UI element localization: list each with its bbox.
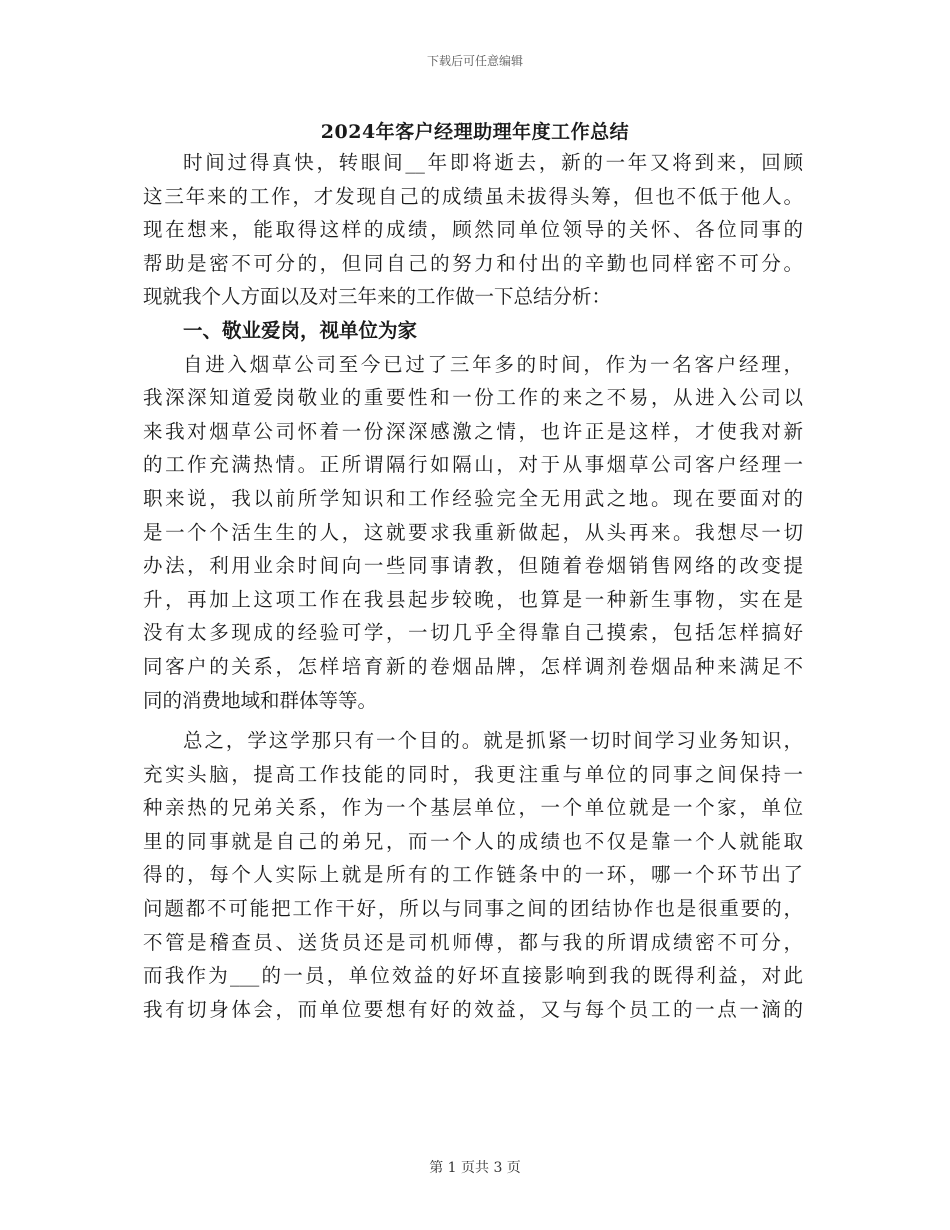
text-line: 现在想来，能取得这样的成绩，顾然同单位领导的关怀、各位同事的: [143, 218, 803, 242]
text-line: 来我对烟草公司怀着一份深深感激之情，也许正是这样，才使我对新: [143, 419, 803, 443]
text-line: 我深深知道爱岗敬业的重要性和一份工作的来之不易，从进入公司以: [143, 386, 803, 410]
text-line: 问题都不可能把工作干好，所以与同事之间的团结协作也是很重要的，: [143, 897, 803, 921]
text-line: 种亲热的兄弟关系，作为一个基层单位，一个单位就是一个家，单位: [143, 796, 803, 820]
text-line: 职来说，我以前所学知识和工作经验完全无用武之地。现在要面对的: [143, 486, 803, 510]
text-line: 的工作充满热情。正所谓隔行如隔山，对于从事烟草公司客户经理一: [143, 453, 803, 477]
text-line: 充实头脑，提高工作技能的同时，我更注重与单位的同事之间保持一: [143, 762, 803, 786]
text-line: 是一个个活生生的人，这就要求我重新做起，从头再来。我想尽一切: [143, 520, 803, 544]
page-footer: 第 1 页共 3 页: [429, 1160, 521, 1176]
paragraph-intro: [143, 146, 803, 314]
text-line: 得的，每个人实际上就是所有的工作链条中的一环，哪一个环节出了: [143, 863, 803, 887]
text-line: 不管是稽查员、送货员还是司机师傅，都与我的所谓成绩密不可分，: [143, 930, 803, 954]
text-line: 同的消费地域和群体等等。: [143, 688, 378, 712]
paragraph-2: [143, 348, 803, 718]
text-line: 帮助是密不可分的，但同自己的努力和付出的辛勤也同样密不可分。: [143, 251, 803, 275]
text-line: 时间过得真快，转眼间__年即将逝去，新的一年又将到来，回顾: [183, 151, 803, 174]
section-heading: 一、敬业爱岗，视单位为家: [183, 318, 418, 342]
text-line: 而我作为___的一员，单位效益的好坏直接影响到我的既得利益，对此: [143, 964, 803, 988]
text-line: 同客户的关系，怎样培育新的卷烟品牌，怎样调剂卷烟品种来满足不: [143, 654, 803, 678]
text-line: 自进入烟草公司至今已过了三年多的时间，作为一名客户经理，: [183, 352, 803, 376]
document-body: [143, 146, 803, 1026]
page-header: 下载后可任意编辑: [426, 54, 523, 68]
text-line: 我有切身体会，而单位要想有好的效益，又与每个员工的一点一滴的: [143, 997, 803, 1021]
text-line: 现就我个人方面以及对三年来的工作做一下总结分析：: [143, 285, 612, 309]
paragraph-3: [143, 724, 803, 1026]
text-line: 升，再加上这项工作在我县起步较晚，也算是一种新生事物，实在是: [143, 587, 803, 611]
text-line: 这三年来的工作，才发现自己的成绩虽未拔得头筹，但也不低于他人。: [143, 184, 803, 208]
text-line: 总之，学这学那只有一个目的。就是抓紧一切时间学习业务知识，: [183, 729, 803, 753]
text-line: 没有太多现成的经验可学，一切几乎全得靠自己摸索，包括怎样搞好: [143, 621, 803, 645]
text-line: 办法，利用业余时间向一些同事请教，但随着卷烟销售网络的改变提: [143, 554, 803, 578]
text-line: 里的同事就是自己的弟兄，而一个人的成绩也不仅是靠一个人就能取: [143, 829, 803, 853]
document-title: 2024年客户经理助理年度工作总结: [320, 121, 630, 143]
